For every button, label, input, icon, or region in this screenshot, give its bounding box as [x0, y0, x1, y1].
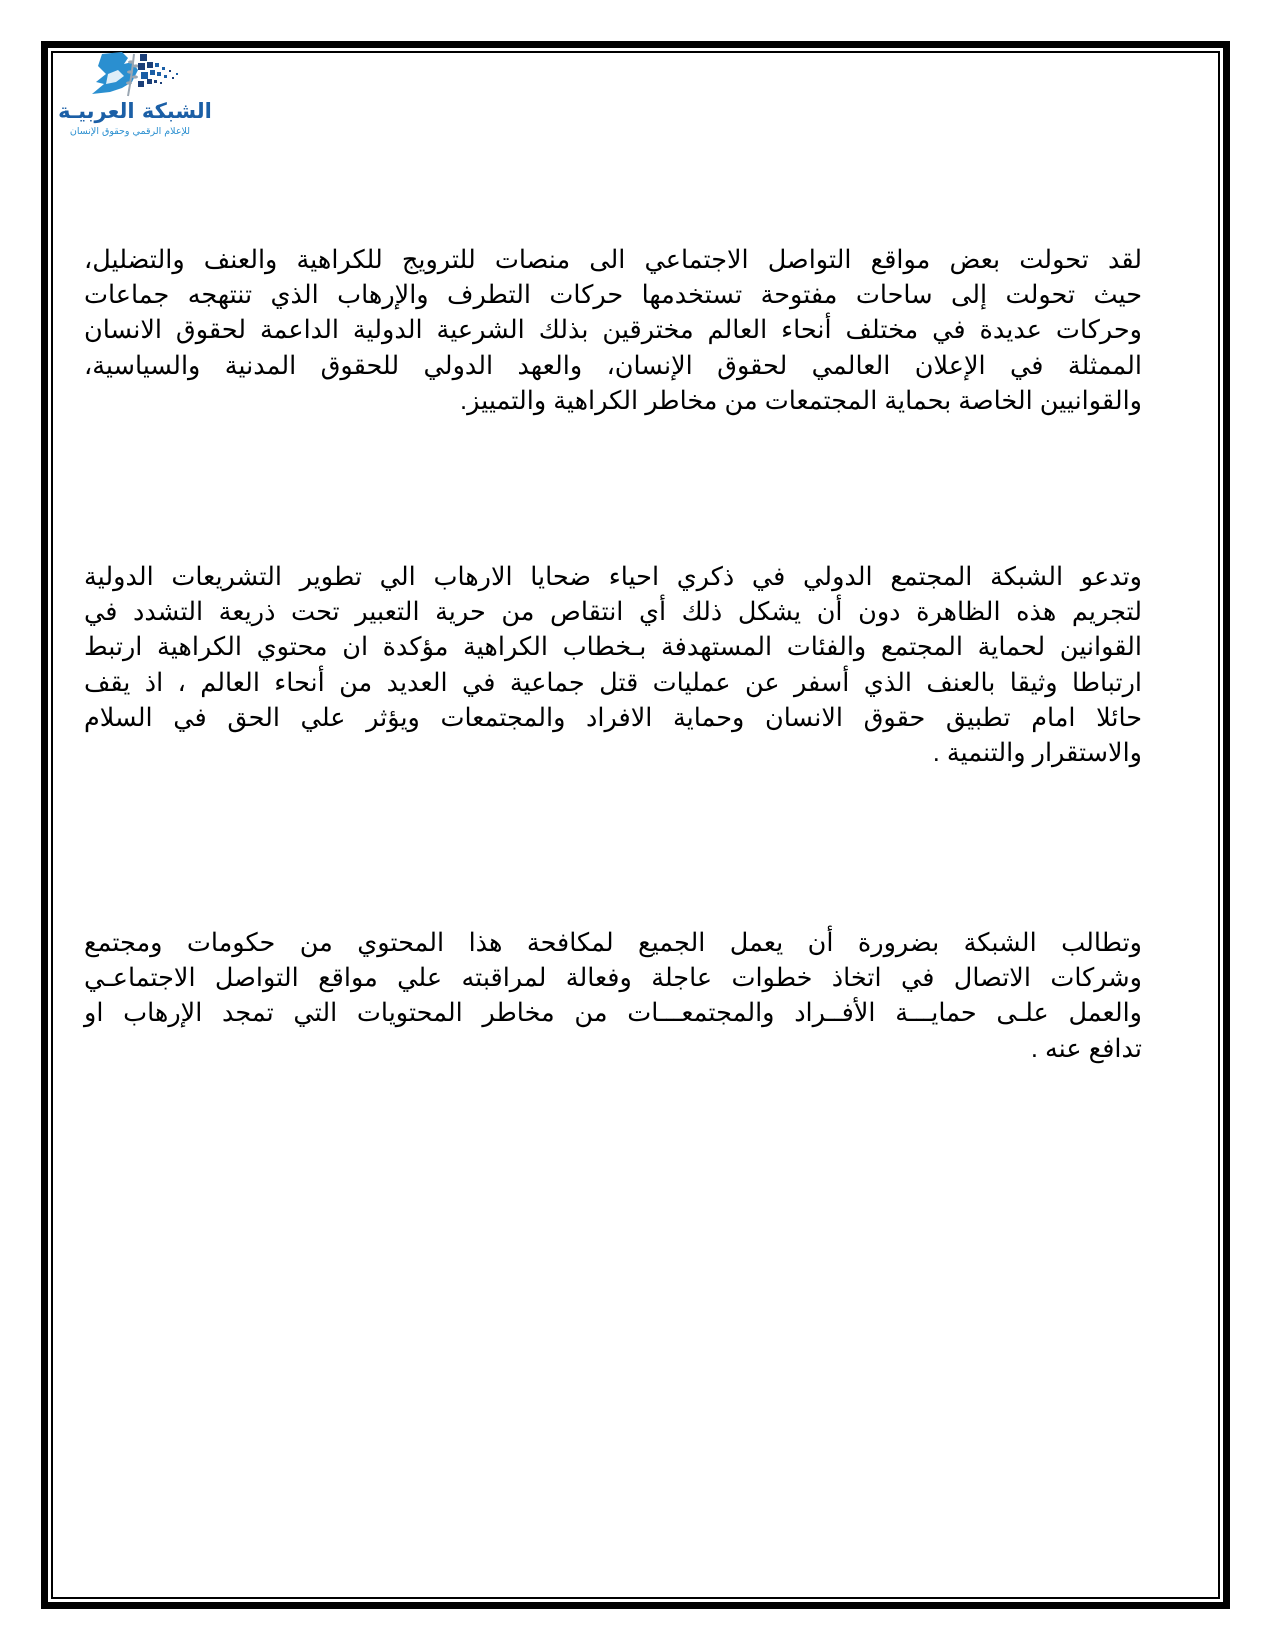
paragraph-line: لتجريم هذه الظاهرة دون أن يشكل ذلك أي انتقاص من حرية التعبير تحت ذريعة التشدد في [84, 598, 1142, 627]
paragraph-2 [84, 560, 1142, 771]
paragraph-line: والعمل علـى حمايـــة الأفــراد والمجتمعـــات من مخاطر المحتويات التي تمجد الإرهاب او [84, 999, 1142, 1028]
dove-olive-branch-pixel-icon [88, 52, 183, 98]
paragraph-line: تدافع عنه . [1030, 1034, 1142, 1063]
paragraph-line: ارتباطا وثيقا بالعنف الذي أسفر عن عمليات قتل جماعية في العديد من أنحاء العالم ، اذ يقف [84, 668, 1142, 697]
paragraph-line: حائلا امام تطبيق حقوق الانسان وحماية الافراد والمجتمعات ويؤثر علي الحق في السلام [84, 703, 1142, 732]
paragraph-line: وشركات الاتصال في اتخاذ خطوات عاجلة وفعالة لمراقبته علي مواقع التواصل الاجتماعـي [84, 964, 1142, 993]
paragraph-line: لقد تحولت بعض مواقع التواصل الاجتماعي الى منصات للترويج للكراهية والعنف والتضليل، [84, 246, 1142, 274]
organization-logo [55, 50, 215, 145]
paragraph-1 [84, 243, 1142, 419]
paragraph-line: وتدعو الشبكة المجتمع الدولي في ذكري احياء ضحايا الارهاب الي تطوير التشريعات الدولية [84, 563, 1142, 591]
paragraph-line: والاستقرار والتنمية . [932, 739, 1142, 768]
paragraph-line: القوانين لحماية المجتمع والفئات المستهدفة بـخطاب الكراهية مؤكدة ان محتوي الكراهية ارتبط [84, 633, 1142, 662]
logo-title: الشبكة العربيـة [58, 99, 212, 123]
paragraph-line: وتطالب الشبكة بضرورة أن يعمل الجميع لمكافحة هذا المحتوي من حكومات ومجتمع [84, 929, 1142, 957]
paragraph-3 [84, 926, 1142, 1067]
paragraph-line: حيث تحولت إلى ساحات مفتوحة تستخدمها حركات التطرف والإرهاب الذي تنتهجه جماعات [84, 281, 1142, 310]
paragraph-line: وحركات عديدة في مختلف أنحاء العالم مخترقين بذلك الشرعية الدولية الداعمة لحقوق الانسان [84, 316, 1142, 345]
logo-subtitle: للإعلام الرقمي وحقوق الإنسان [69, 126, 191, 137]
paragraph-line: والقوانيين الخاصة بحماية المجتمعات من مخاطر الكراهية والتمييز. [459, 386, 1142, 415]
paragraph-line: الممثلة في الإعلان العالمي لحقوق الإنسان، والعهد الدولي للحقوق المدنية والسياسية، [84, 351, 1142, 380]
